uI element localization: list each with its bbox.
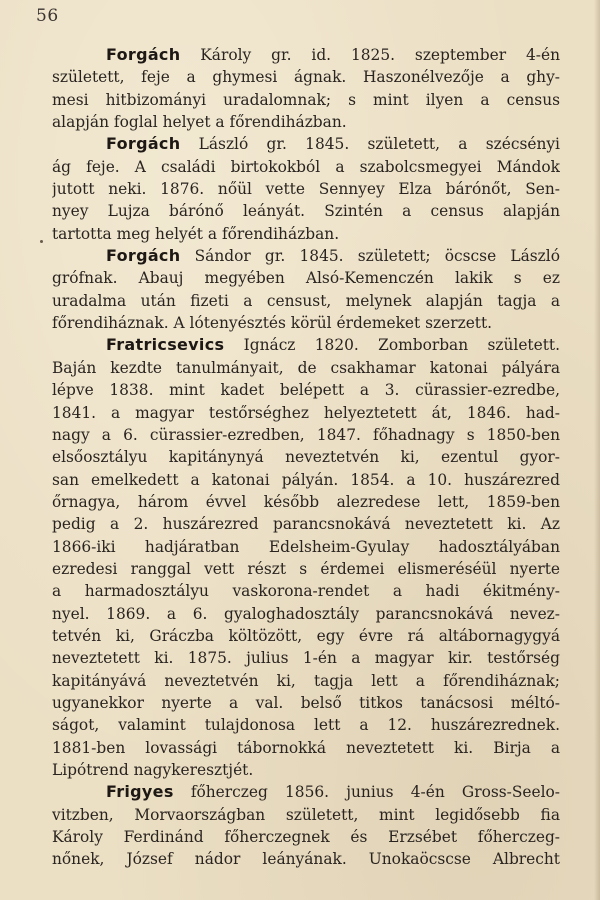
paper-speck — [40, 240, 43, 243]
entry-line: ezredesi ranggal vett részt s érdemei elismeréséül nyerte — [52, 559, 560, 578]
entry-line: Forgách Sándor gr. 1845. született; öcscse László — [106, 246, 560, 266]
entry-line: 1881-ben lovassági tábornokká neveztetett ki. Birja a — [52, 738, 560, 757]
entry-line: tartotta meg helyét a főrendiházban. — [52, 224, 340, 243]
entry-line: neveztetett ki. 1875. julius 1-én a magyar kir. testőrség — [52, 649, 560, 668]
entry-line: ugyanekkor nyerte a val. belső titkos tanácsosi méltó- — [52, 693, 560, 712]
entry-name: Fratricsevics — [106, 335, 225, 355]
text-block — [52, 44, 560, 871]
entry-line: Károly Ferdinánd főherczegnek és Erzsébet főherczeg- — [52, 828, 560, 847]
entry-line: vitzben, Morvaországban született, mint legidősebb fia — [52, 805, 560, 824]
entry-line: a harmadosztályu vaskorona-rendet a hadi ékitmény- — [52, 582, 560, 601]
entry-line: Forgách László gr. 1845. született, a szécsényi — [106, 134, 560, 154]
entry-line: őrnagya, három évvel később alezredese lett, 1859-ben — [52, 492, 560, 511]
entry-line: nyel. 1869. a 6. gyaloghadosztály parancsnokává nevez- — [52, 604, 560, 623]
page-edge-shadow — [594, 0, 600, 900]
entry-name: Forgách — [106, 246, 181, 266]
entry-line: 1866-iki hadjáratban Edelsheim-Gyulay hadosztályában — [52, 537, 560, 556]
entry-name: Frigyes — [106, 782, 174, 802]
page-number: 56 — [36, 6, 59, 26]
entry-line: kapitányává neveztetvén ki, tagja lett a főrendiháznak; — [52, 671, 560, 690]
entry-line: alapján foglal helyet a főrendiházban. — [52, 113, 347, 132]
entry-line: Frigyes főherczeg 1856. junius 4-én Gross-Seelo- — [106, 782, 560, 802]
entry-name: Forgách — [106, 45, 181, 64]
entry-line: 1841. a magyar testőrséghez helyeztetett át, 1846. had- — [52, 403, 560, 422]
entry-line: született, feje a ghymesi ágnak. Haszonélvezője a ghy- — [52, 68, 560, 87]
entry-line: nyey Lujza bárónő leányát. Szintén a census alapján — [52, 202, 560, 221]
entry-line: ságot, valamint tulajdonosa lett a 12. huszárezrednek. — [52, 716, 560, 735]
entry-line: san emelkedett a katonai pályán. 1854. a 10. huszárezred — [52, 470, 560, 489]
entry-line: nőnek, József nádor leányának. Unokaöcscse Albrecht — [52, 850, 560, 869]
entry-line: elsőosztályu kapitánynyá neveztetvén ki, ezentul gyor- — [52, 448, 560, 467]
entry-line: Fratricsevics Ignácz 1820. Zomborban született. — [106, 335, 560, 355]
entry-line: pedig a 2. huszárezred parancsnokává neveztetett ki. Az — [52, 515, 560, 534]
entry-line: Lipótrend nagykeresztjét. — [52, 761, 254, 779]
entry-line: ág feje. A családi birtokokból a szabolcsmegyei Mándok — [52, 157, 560, 176]
entry-line: mesi hitbizományi uradalomnak; s mint ilyen a census — [52, 90, 560, 109]
entry-line: lépve 1838. mint kadet belépett a 3. cürassier-ezredbe, — [52, 381, 560, 400]
entry-name: Forgách — [106, 134, 181, 154]
entry-line: Baján kezdte tanulmányait, de csakhamar katonai pályára — [52, 358, 560, 377]
entry-line: főrendiháznak. A lótenyésztés körül érdemeket szerzett. — [52, 314, 493, 333]
entry-line: Forgách Károly gr. id. 1825. szeptember 4-én — [106, 45, 560, 64]
entry-line: tetvén ki, Gráczba költözött, egy évre rá altábornagygyá — [52, 626, 560, 645]
entry-line: nagy a 6. cürassier-ezredben, 1847. főhadnagy s 1850-ben — [52, 425, 560, 444]
entry-line: grófnak. Abauj megyében Alsó-Kemenczén lakik s ez — [52, 269, 560, 288]
entry-line: uradalma után fizeti a censust, melynek alapján tagja a — [52, 291, 560, 310]
entry-line: jutott neki. 1876. nőül vette Sennyey Elza bárónőt, Sen- — [52, 180, 560, 199]
